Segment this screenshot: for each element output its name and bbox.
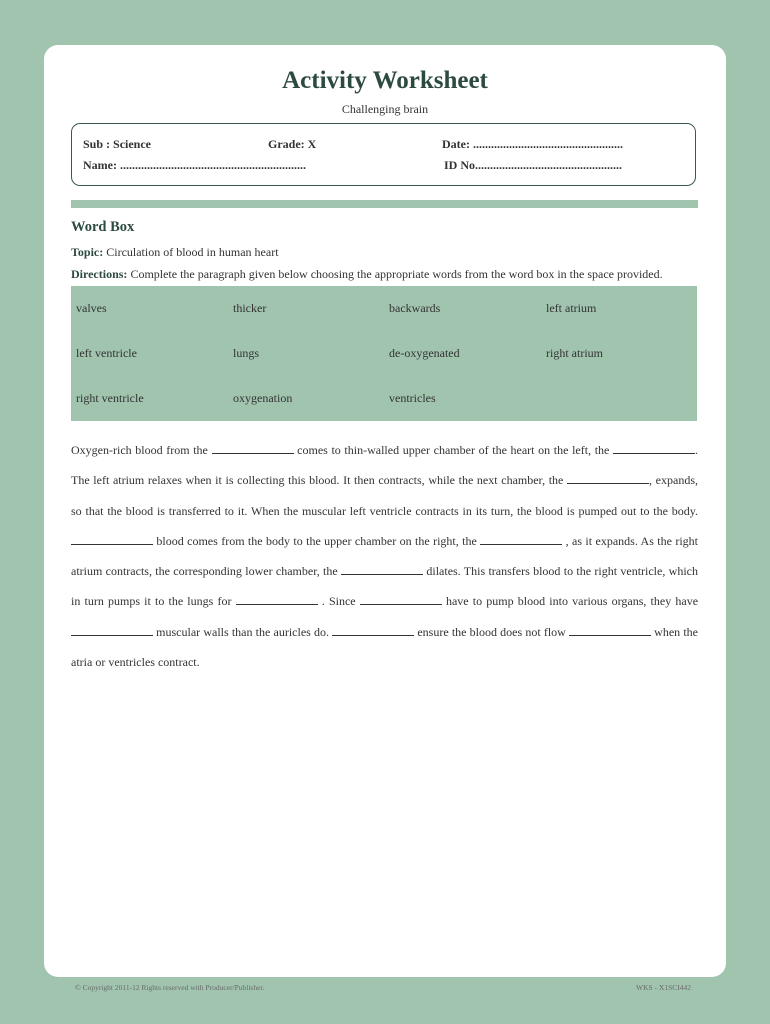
answer-blank[interactable] — [569, 625, 651, 636]
directions-label: Directions: — [71, 267, 128, 281]
word-box-title: Word Box — [71, 219, 135, 235]
date-field[interactable]: Date: .................................................. — [442, 137, 623, 151]
word-box — [71, 286, 697, 421]
answer-blank[interactable] — [236, 594, 318, 605]
answer-blank[interactable] — [567, 473, 649, 484]
grade-field: Grade: X — [268, 137, 317, 151]
paragraph-text: comes to thin-walled upper chamber of the heart on the left, the — [297, 443, 610, 457]
topic-line — [71, 245, 279, 260]
name-field[interactable]: Name: .............................................................. — [83, 158, 306, 172]
paragraph-text: ensure the blood does not flow — [417, 624, 566, 639]
paragraph-text: dilates. This transfers blood to the right ventricle, which in turn pumps it to the lungs for — [71, 564, 698, 609]
topic-text: Circulation of blood in human heart — [106, 245, 279, 259]
worksheet-page — [44, 45, 726, 977]
answer-blank[interactable] — [332, 625, 414, 636]
id-field[interactable]: ID No................................................. — [444, 158, 623, 172]
word-item: left ventricle — [76, 346, 137, 360]
answer-blank[interactable] — [341, 564, 423, 575]
worksheet-subtitle: Challenging brain — [341, 102, 429, 116]
section-divider — [71, 200, 698, 208]
word-item: right ventricle — [76, 391, 144, 405]
worksheet-title: Activity Worksheet — [282, 67, 488, 94]
paragraph-text: . Since — [321, 594, 356, 609]
word-item: right atrium — [546, 346, 603, 360]
fill-in-paragraph — [71, 435, 698, 677]
paragraph-text: , as it expands. As the right atrium contracts, the corresponding lower chamber, the — [71, 533, 699, 579]
topic-label: Topic: — [71, 245, 104, 259]
directions-text: Complete the paragraph given below choosing the appropriate words from the word box in the space provided. — [130, 267, 663, 281]
paragraph-text: blood comes from the body to the upper chamber on the right, the — [156, 533, 477, 548]
answer-blank[interactable] — [71, 625, 153, 636]
paragraph-text: when the atria or ventricles contract. — [71, 624, 698, 670]
word-item: valves — [76, 301, 107, 315]
answer-blank[interactable] — [71, 534, 153, 545]
word-item: ventricles — [389, 391, 436, 405]
worksheet-code: WKS - X1SCI442 — [636, 983, 692, 992]
answer-blank[interactable] — [480, 534, 562, 545]
paragraph-text: Oxygen-rich blood from the — [71, 443, 208, 457]
student-info-box — [71, 123, 696, 186]
answer-blank[interactable] — [613, 443, 695, 454]
directions-line — [71, 267, 663, 282]
answer-blank[interactable] — [360, 594, 442, 605]
word-item: oxygenation — [233, 391, 293, 405]
word-item: backwards — [389, 301, 441, 315]
word-item: lungs — [233, 346, 260, 360]
paragraph-text: muscular walls than the auricles do. — [156, 624, 329, 639]
word-item: thicker — [233, 301, 267, 315]
subject-field: Sub : Science — [83, 137, 152, 151]
word-item: de-oxygenated — [389, 346, 460, 360]
paragraph-text: have to pump blood into various organs, they have — [445, 594, 699, 609]
copyright-notice: © Copyright 2011-12 Rights reserved with Producer/Publisher. — [75, 983, 265, 992]
answer-blank[interactable] — [212, 443, 294, 454]
paragraph-text: . The left atrium relaxes when it is collecting this blood. It then contracts, while the next chamber, the — [71, 443, 699, 488]
paragraph-text: , expands, so that the blood is transferred to it. When the muscular left ventricle contracts in its turn, the blood is pumped out to the body. — [71, 473, 699, 518]
word-item: left atrium — [546, 301, 597, 315]
